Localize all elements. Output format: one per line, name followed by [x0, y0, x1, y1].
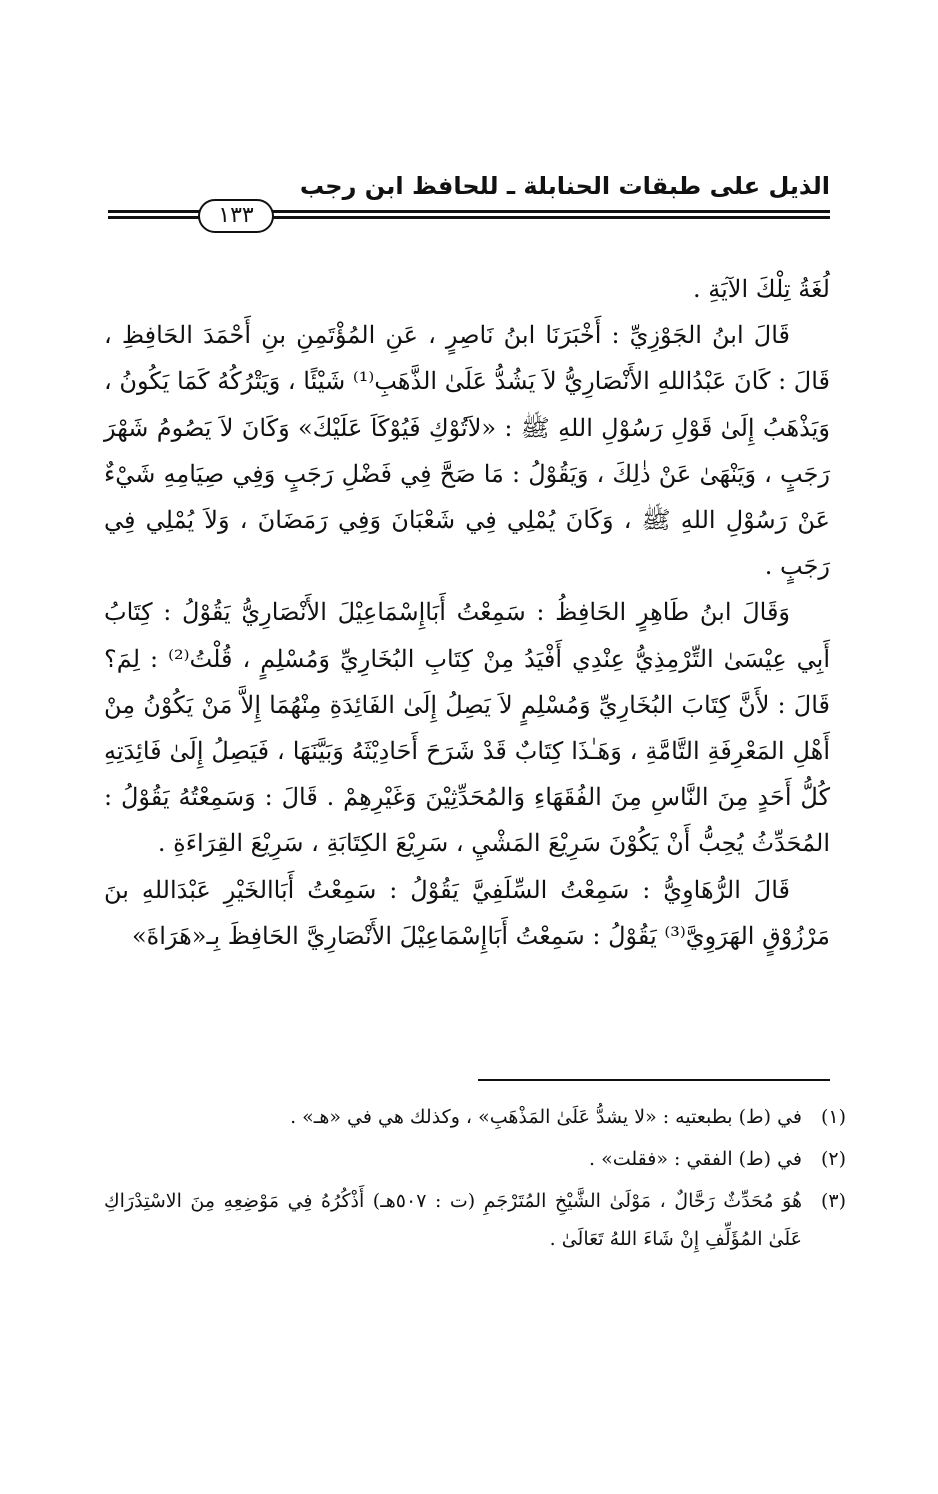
paragraph-ruhawi: قَالَ الرُّهَاوِيُّ : سَمِعْتُ السِّلَفِيَّ يَقُوْلُ : سَمِعْتُ أَبَاالخَيْرِ عَبْدَاللهِ بنَ مَرْزُوْقٍ الهَرَوِيَّ⁽³⁾ يَقُوْلُ : سَمِعْتُ أَبَاإِسْمَاعِيْلَ الأَنْصَارِيَّ الحَافِظَ بِـ«هَرَاةَ» [104, 875, 830, 950]
footnote-number: (٣) [820, 1190, 846, 1212]
footnote-3 [104, 1182, 846, 1258]
footnote-2 [104, 1140, 846, 1178]
paragraph-ibn-al-jawzi: قَالَ ابنُ الجَوْزِيِّ : أَخْبَرَنَا ابنُ نَاصِرٍ ، عَنِ المُؤْتَمِنِ بنِ أَحْمَدَ الحَافِظِ ، قَالَ : كَانَ عَبْدُاللهِ الأَنْصَارِيُّ لاَ يَشُدُّ عَلَىٰ الذَّهَبِ⁽¹⁾ شَيْئًا ، وَيَتْرُكُهُ كَمَا يَكُونُ ، وَيَذْهَبُ إِلَىٰ قَوْلِ رَسُوْلِ اللهِ ﷺ : «لاَتُوْكِ فَيُوْكَاَ عَلَيْكَ» وَكَانَ لاَ يَصُومُ شَهْرَ رَجَبٍ ، وَيَنْهَىٰ عَنْ ذٰلِكَ ، وَيَقُوْلُ : مَا صَحَّ فِي فَضْلِ رَجَبٍ وَفِي صِيَامِهِ شَيْءٌ عَنْ رَسُوْلِ اللهِ ﷺ ، وَكَانَ يُمْلِي فِي شَعْبَانَ وَفِي رَمَضَانَ ، وَلاَ يُمْلِي فِي رَجَبٍ . [104, 321, 831, 581]
footnote-text: في (ط) الفقي : «فقلت» . [589, 1148, 802, 1170]
paragraph-continuation: لُغَةُ تِلْكَ الآيَةِ . [692, 275, 830, 303]
footnote-separator [478, 1079, 830, 1081]
footnote-number: (١) [820, 1106, 846, 1128]
footnote-text: هُوَ مُحَدِّثٌ رَحَّالٌ ، مَوْلَىٰ الشَّيْخِ المُتَرْجَمِ (ت : ٥٠٧هـ) أَذْكُرُهُ فِي مَوْضِعِهِ مِنَ الاسْتِدْرَاكِ عَلَىٰ المُؤَلِّفِ إِنْ شَاءَ اللهُ تَعَالَىٰ . [104, 1190, 802, 1250]
footnote-number: (٢) [820, 1148, 846, 1170]
footnote-text: في (ط) بطبعتيه : «لا يشدُّ عَلَىٰ المَذْهَبِ» ، وكذلك هي في «هـ» . [290, 1106, 802, 1128]
page-number: ١٣٣ [198, 199, 274, 233]
footnotes [104, 1098, 846, 1262]
main-text [104, 266, 830, 959]
header-rule [108, 199, 830, 239]
paragraph-ibn-tahir: وَقَالَ ابنُ طَاهِرٍ الحَافِظُ : سَمِعْتُ أَبَاإِسْمَاعِيْلَ الأَنْصَارِيُّ يَقُوْلُ : كِتَابُ أَبِي عِيْسَىٰ التِّرْمِذِيُّ عِنْدِي أَفْيَدُ مِنْ كِتَابِ البُخَارِيِّ وَمُسْلِمٍ ، قُلْتُ⁽²⁾ : لِمَ؟ قَالَ : لأَنَّ كِتَابَ البُخَارِيِّ وَمُسْلِمٍ لاَ يَصِلُ إِلَىٰ الفَائِدَةِ مِنْهُمَا إِلاَّ مَنْ يَكُوْنُ مِنْ أَهْلِ المَعْرِفَةِ التَّامَّةِ ، وَهَـٰذَا كِتَابٌ قَدْ شَرَحَ أَحَادِيْثَهُ وَبَيَّنَهَا ، فَيَصِلُ إِلَىٰ فَائِدَتِهِ كُلُّ أَحَدٍ مِنَ النَّاسِ مِنَ الفُقَهَاءِ وَالمُحَدِّثِيْنَ وَغَيْرِهِمْ . قَالَ : وَسَمِعْتُهُ يَقُوْلُ : المُحَدِّثُ يُحِبُّ أَنْ يَكُوْنَ سَرِيْعَ المَشْيِ ، سَرِيْعَ الكِتَابَةِ ، سَرِيْعَ القِرَاءَةِ . [104, 598, 831, 858]
footnote-1 [104, 1098, 846, 1136]
running-title: الذيل على طبقات الحنابلة ـ للحافظ ابن رجب [299, 172, 830, 200]
